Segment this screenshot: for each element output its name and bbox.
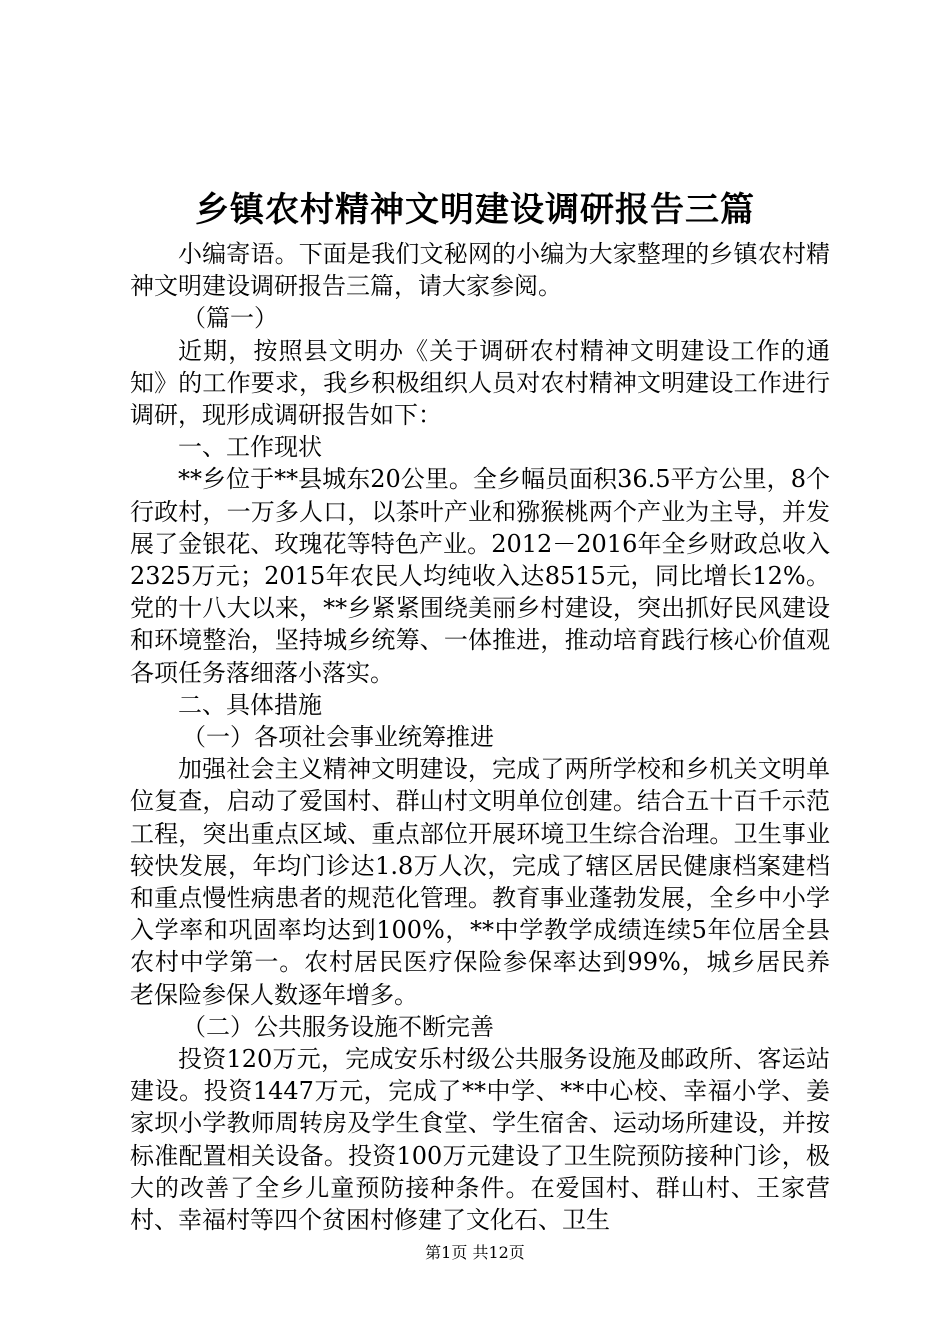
subsection-heading-2: （二）公共服务设施不断完善 [182,1012,494,1041]
paragraph-1: 近期，按照县文明办《关于调研农村精神文明建设工作的通知》的工作要求，我乡积极组织人员对农村精神文明建设工作进行调研，现形成调研报告如下： [130,336,830,430]
section-heading-2: 二、具体措施 [178,690,322,719]
page-number-footer: 第1页 共12页 [425,1243,525,1262]
paragraph-2: **乡位于**县城东20公里。全乡幅员面积36.5平方公里，8个行政村，一万多人口，以茶叶产业和猕猴桃两个产业为主导，并发展了金银花、玫瑰花等特色产业。2012－2016年全乡财政总收入2325万元；2015年农民人均纯收入达8515元，同比增长12%。党的十八大以来，**乡紧紧围绕美丽乡村建设，突出抓好民风建设和环境整治，坚持城乡统筹、一体推进，推动培育践行核心价值观各项任务落细落小落实。 [130,465,830,687]
intro-paragraph: 小编寄语。下面是我们文秘网的小编为大家整理的乡镇农村精神文明建设调研报告三篇，请大家参阅。 [130,240,830,301]
document-body [130,238,830,1236]
document-title: 乡镇农村精神文明建设调研报告三篇 [195,190,755,230]
subsection-heading-1: （一）各项社会事业统筹推进 [182,723,494,752]
paragraph-4: 投资120万元，完成安乐村级公共服务设施及邮政所、客运站建设。投资1447万元，完成了**中学、**中心校、幸福小学、姜家坝小学教师周转房及学生食堂、学生宿舍、运动场所建设，并按标准配置相关设备。投资100万元建设了卫生院预防接种门诊，极大的改善了全乡儿童预防接种条件。在爱国村、群山村、王家营村、幸福村等四个贫困村修建了文化石、卫生 [130,1045,830,1235]
section-heading-1: 一、工作现状 [178,433,322,462]
part-label: （篇一） [182,304,278,333]
paragraph-3: 加强社会主义精神文明建设，完成了两所学校和乡机关文明单位复查，启动了爱国村、群山村文明单位创建。结合五十百千示范工程，突出重点区域、重点部位开展环境卫生综合治理。卫生事业较快发展，年均门诊达1.8万人次，完成了辖区居民健康档案建档和重点慢性病患者的规范化管理。教育事业蓬勃发展，全乡中小学入学率和巩固率均达到100%，**中学教学成绩连续5年位居全县农村中学第一。农村居民医疗保险参保率达到99%，城乡居民养老保险参保人数逐年增多。 [130,755,830,1009]
